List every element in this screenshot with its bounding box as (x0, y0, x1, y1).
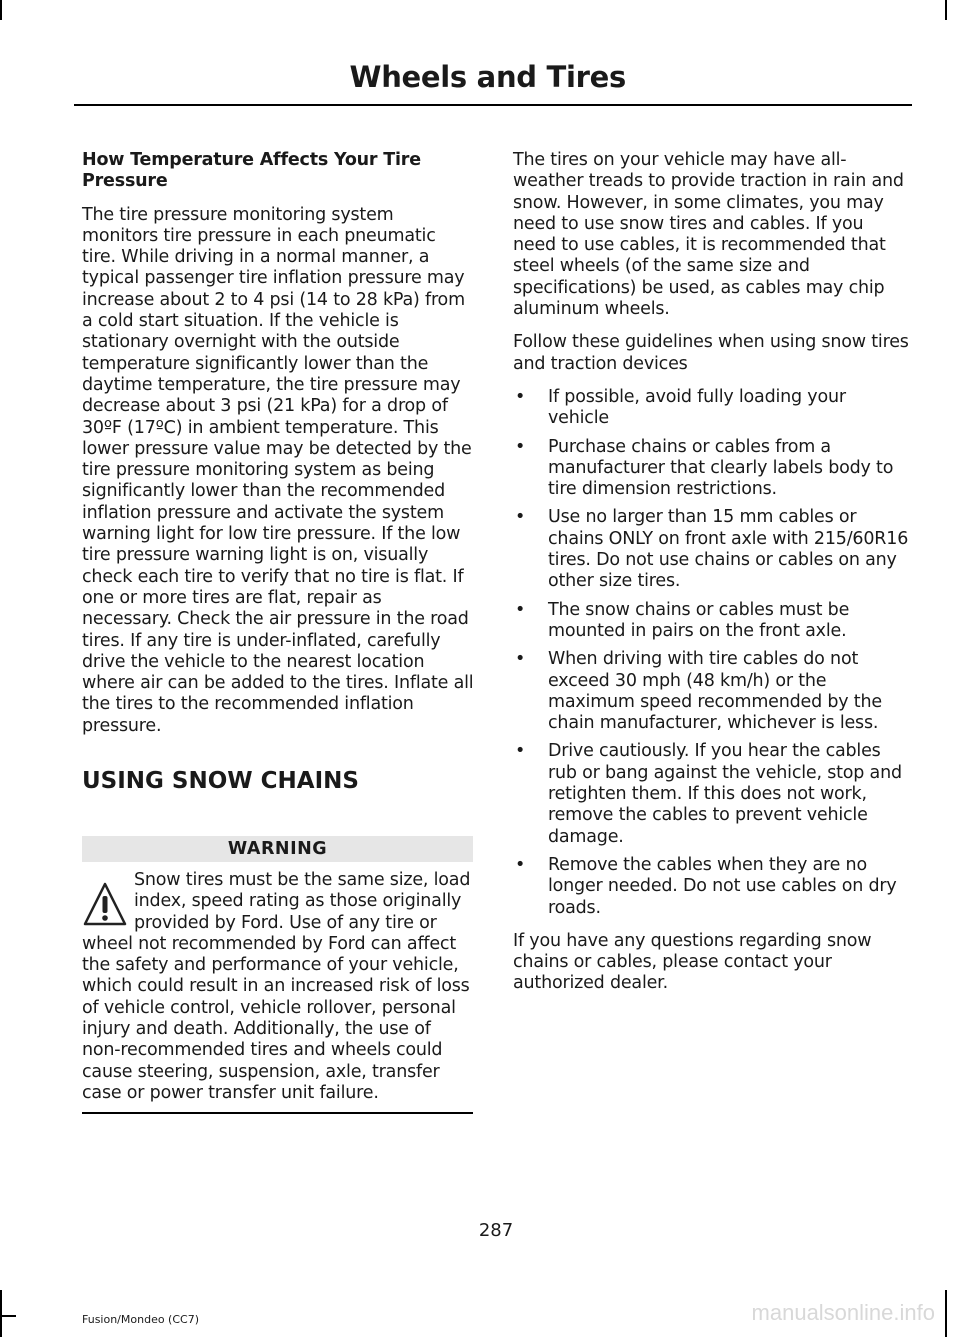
list-item (513, 507, 909, 592)
list-item (513, 600, 909, 643)
list-item-text: Use no larger than 15 mm cables or chains ONLY on front axle with 215/60R16 tires. Do not use chains or cables on any other size tires. (548, 507, 909, 592)
list-item (513, 855, 909, 919)
list-item-text: If possible, avoid fully loading your vehicle (548, 386, 846, 429)
bullet-icon: • (515, 741, 526, 762)
left-column (82, 150, 474, 795)
warning-divider (82, 1112, 473, 1114)
body-paragraph: If you have any questions regarding snow chains or cables, please contact your authorized dealer. (513, 930, 872, 994)
bullet-icon: • (515, 386, 526, 407)
body-paragraph: Follow these guidelines when using snow tires and traction devices (513, 332, 909, 374)
list-item-text: Purchase chains or cables from a manufacturer that clearly labels body to tire dimension restrictions. (548, 436, 894, 500)
body-paragraph: The tire pressure monitoring system monitors tire pressure in each pneumatic tire. While driving in a normal manner, a typical passenger tire inflation pressure may increase about 2 to 4 psi (14 to 28 kPa) from a cold start situation. If the vehicle is stationary overnight with the outside temperature significantly lower than the daytime temperature, the tire pressure may decrease about 3 psi (21 kPa) for a drop of 30ºF (17ºC) in ambient temperature. This lower pressure value may be detected by the tire pressure monitoring system as being significantly lower than the recommended inflation pressure and activate the system warning light for low tire pressure. If the low tire pressure warning light is on, visually check each tire to verify that no tire is flat. If one or more tires are flat, repair as necessary. Check the air pressure in the road tires. If any tire is under-inflated, carefully drive the vehicle to the nearest location where air can be added to the tires. Inflate all the tires to the recommended inflation pressure. (82, 204, 474, 736)
warning-text: Snow tires must be the same size, load index, speed rating as those originally provided by Ford. Use of any tire or wheel not recommended by Ford can affect the safety and performance of your vehicle, which could result in an increased risk of loss of vehicle control, vehicle rollover, personal injury and death. Additionally, the use of non-recommended tires and wheels could cause steering, suspension, axle, transfer case or power transfer unit failure. (82, 870, 471, 1103)
subheading: How Temperature Affects Your Tire Pressure (82, 150, 421, 192)
footer-watermark: manualsonline.info (751, 1300, 935, 1325)
list-item (513, 387, 909, 430)
page-number: 287 (478, 1220, 514, 1241)
bullet-icon: • (515, 599, 526, 620)
crop-mark (0, 0, 2, 20)
body-paragraph: The tires on your vehicle may have all-weather treads to provide traction in rain and snow. However, in some climates, you may need to use snow tires and cables. If you need to use cables, it is recommended that steel wheels (of the same size and specifications) be used, as cables may chip aluminum wheels. (513, 150, 904, 320)
header-divider (74, 104, 912, 106)
warning-box (82, 836, 473, 1114)
list-item (513, 437, 909, 501)
bullet-icon: • (515, 649, 526, 670)
warning-label: WARNING (82, 836, 473, 862)
list-item (513, 741, 909, 847)
list-item-text: The snow chains or cables must be mounted in pairs on the front axle. (548, 599, 850, 641)
right-column (513, 150, 909, 1007)
guidelines-list (513, 387, 909, 919)
list-item-text: Drive cautiously. If you hear the cables rub or bang against the vehicle, stop and retighten them. If this does not work, remove the cables to prevent vehicle damage. (548, 741, 902, 847)
crop-mark (945, 1290, 947, 1337)
bullet-icon: • (515, 854, 526, 875)
page-title: Wheels and Tires (349, 60, 626, 94)
bullet-icon: • (515, 436, 526, 457)
bullet-icon: • (515, 507, 526, 528)
footer-model: Fusion/Mondeo (CC7) (82, 1313, 200, 1326)
list-item-text: When driving with tire cables do not exceed 30 mph (48 km/h) or the maximum speed recommended by the chain manufacturer, whichever is less. (548, 649, 882, 734)
list-item-text: Remove the cables when they are no longer needed. Do not use cables on dry roads. (548, 854, 897, 918)
crop-mark (945, 0, 947, 20)
warning-triangle-icon (82, 880, 128, 930)
warning-body (82, 870, 473, 1104)
list-item (513, 649, 909, 734)
section-title: USING SNOW CHAINS (82, 768, 359, 795)
